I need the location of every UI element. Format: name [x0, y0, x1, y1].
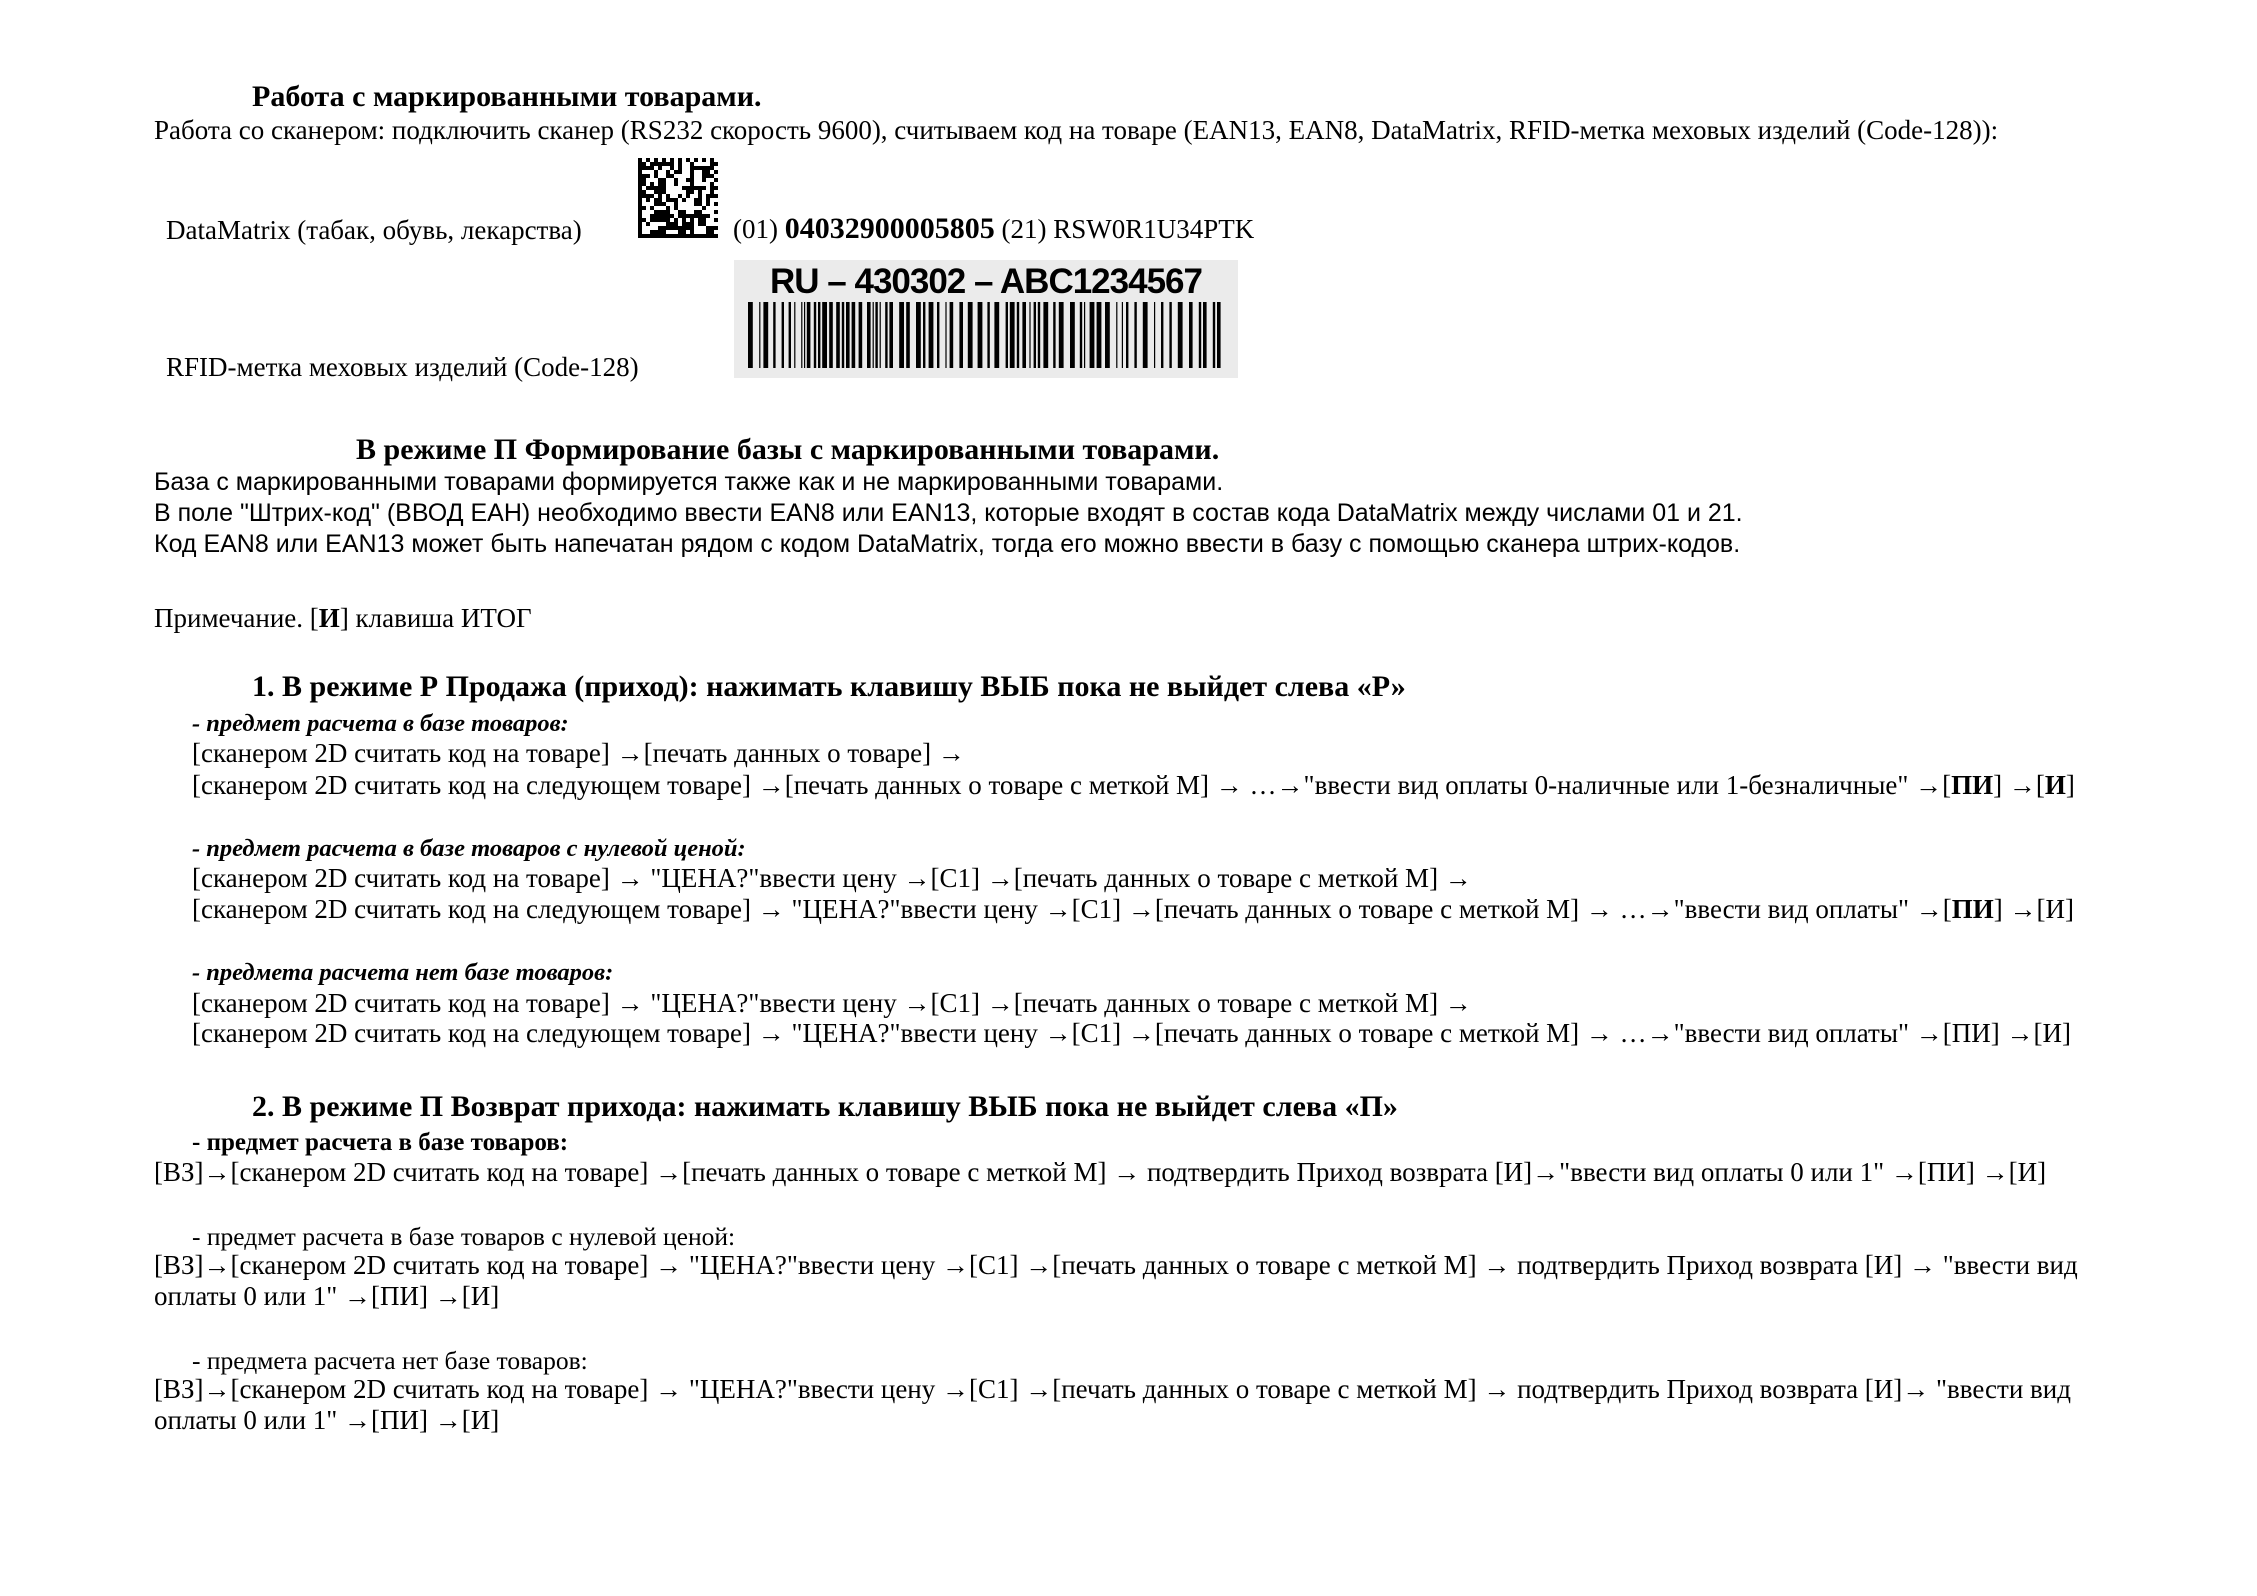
rfid-label: RFID-метка меховых изделий (Code-128)	[166, 352, 639, 382]
code128-barcode	[748, 302, 1224, 368]
datamatrix-code-image	[638, 158, 718, 238]
mode-p-base-heading: В режиме П Формирование базы с маркированными товарами.	[356, 433, 1220, 466]
note-suffix: ] клавиша ИТОГ	[339, 603, 532, 633]
s2-b3-title: - предмета расчета нет базе товаров:	[192, 1346, 588, 1375]
scanner-instructions: Работа со сканером: подключить сканер (RS232 скорость 9600), считываем код на товаре (EAN13, EAN8, DataMatrix, RFID-метка меховых изделий (Code-128)):	[154, 115, 1999, 145]
s1-b3-line2: [сканером 2D считать код на следующем товаре] → "ЦЕНА?"ввести цену →[C1] →[печать данных о товаре с меткой M] → …→"ввести вид оплаты" →[ПИ] →[И]	[192, 1018, 2071, 1048]
section-2-heading: 2. В режиме П Возврат прихода: нажимать клавишу ВЫБ пока не выйдет слева «П»	[252, 1090, 1398, 1123]
base-line-2: В поле "Штрих-код" (ВВОД EAH) необходимо ввести EAN8 или EAN13, которые входят в состав кода DataMatrix между числами 01 и 21.	[154, 499, 1743, 527]
base-line-1: База с маркированными товарами формируется также как и не маркированными товарами.	[154, 468, 1224, 496]
s1-b1-title: - предмет расчета в базе товаров:	[192, 710, 569, 737]
s2-b3-line1: [ВЗ]→[сканером 2D считать код на товаре] → "ЦЕНА?"ввести цену →[C1] →[печать данных о товаре с меткой M] → подтвердить Приход возврата [И]→ "ввести вид	[154, 1374, 2071, 1404]
s1-b2-title: - предмет расчета в базе товаров с нулевой ценой:	[192, 835, 746, 862]
s1-b1-line2-end: ]	[2065, 770, 2075, 800]
note-key: И	[318, 603, 340, 633]
section-1-heading: 1. В режиме Р Продажа (приход): нажимать клавишу ВЫБ пока не выйдет слева «Р»	[252, 670, 1406, 703]
s1-b2-line1: [сканером 2D считать код на товаре] → "ЦЕНА?"ввести цену →[C1] →[печать данных о товаре с меткой M] →	[192, 863, 1472, 893]
base-line-3: Код EAN8 или EAN13 может быть напечатан рядом с кодом DataMatrix, тогда его можно ввести в базу с помощью сканера штрих-кодов.	[154, 530, 1741, 558]
note-line	[154, 603, 532, 634]
key-pi: ПИ	[1951, 770, 1994, 800]
ai-01: (01)	[733, 214, 785, 244]
s1-b2-line2-end: ] →[И]	[1993, 894, 2075, 924]
key-i: И	[2044, 770, 2066, 800]
key-pi: ПИ	[1951, 894, 1994, 924]
s1-b2-line2-text: [сканером 2D считать код на следующем товаре] → "ЦЕНА?"ввести цену →[C1] →[печать данных о товаре с меткой M] → …→"ввести вид оплаты" →[	[192, 894, 1952, 924]
note-prefix: Примечание. [	[154, 603, 319, 633]
s2-b2-line1: [ВЗ]→[сканером 2D считать код на товаре] → "ЦЕНА?"ввести цену →[C1] →[печать данных о товаре с меткой M] → подтвердить Приход возврата [И] → "ввести вид	[154, 1250, 2078, 1280]
s2-b3-line2: оплаты 0 или 1" →[ПИ] →[И]	[154, 1405, 500, 1435]
datamatrix-decoded-text	[733, 212, 1254, 246]
ai-21-serial: (21) RSW0R1U34PTK	[994, 214, 1255, 244]
s1-b1-line2	[192, 770, 2075, 801]
mode-p-base-body	[154, 467, 1743, 560]
s1-b1-line2-mid: ] →[	[1993, 770, 2045, 800]
s2-b1-line1: [ВЗ]→[сканером 2D считать код на товаре] →[печать данных о товаре с меткой M] → подтвердить Приход возврата [И]→"ввести вид оплаты 0 или 1" →[ПИ] →[И]	[154, 1157, 2047, 1187]
s2-b2-line2: оплаты 0 или 1" →[ПИ] →[И]	[154, 1281, 500, 1311]
s2-b2-title: - предмет расчета в базе товаров с нулевой ценой:	[192, 1222, 736, 1251]
datamatrix-label: DataMatrix (табак, обувь, лекарства)	[166, 215, 582, 245]
s1-b2-line2	[192, 894, 2074, 925]
rfid-label-image	[734, 260, 1238, 378]
s1-b3-title: - предмета расчета нет базе товаров:	[192, 959, 614, 986]
gtin-value: 04032900005805	[784, 212, 995, 245]
rfid-code-text: RU – 430302 – ABC1234567	[770, 262, 1202, 301]
s1-b3-line1: [сканером 2D считать код на товаре] → "ЦЕНА?"ввести цену →[C1] →[печать данных о товаре с меткой M] →	[192, 988, 1472, 1018]
s2-b1-title: - предмет расчета в базе товаров:	[192, 1129, 569, 1156]
s1-b1-line1: [сканером 2D считать код на товаре] →[печать данных о товаре] →	[192, 738, 965, 768]
s1-b1-line2-text: [сканером 2D считать код на следующем товаре] →[печать данных о товаре с меткой M] → …→"ввести вид оплаты 0-наличные или 1-безналичные" →[	[192, 770, 1952, 800]
document-title: Работа с маркированными товарами.	[252, 80, 762, 113]
